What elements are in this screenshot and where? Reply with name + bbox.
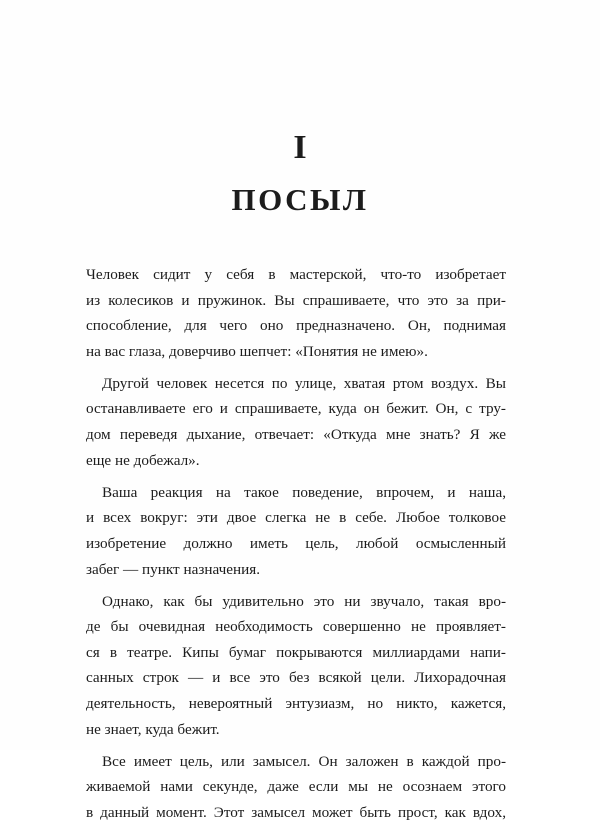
text-line: забег — пункт назначения. bbox=[86, 560, 261, 578]
chapter-number: I bbox=[293, 129, 307, 166]
chapter-body bbox=[86, 262, 506, 832]
text-line: способление, для чего оно предназначено. Он, поднимая bbox=[86, 317, 506, 335]
text-line: и всех вокруг: эти двое слегка не в себе. Любое толковое bbox=[86, 509, 506, 527]
paragraph bbox=[86, 589, 506, 743]
paragraph bbox=[86, 262, 506, 364]
text-line: изобретение должно иметь цель, любой осмысленный bbox=[86, 534, 506, 552]
text-line: на вас глаза, доверчиво шепчет: «Понятия не имею». bbox=[86, 342, 428, 360]
text-line: Ваша реакция на такое поведение, впрочем, и наша, bbox=[102, 483, 506, 501]
text-line: санных строк — и все это без всякой цели. Лихорадочная bbox=[86, 669, 506, 687]
chapter-title: ПОСЫЛ bbox=[231, 182, 369, 217]
text-line: Другой человек несется по улице, хватая ртом воздух. Вы bbox=[102, 374, 506, 392]
text-line: Человек сидит у себя в мастерской, что-то изобретает bbox=[86, 266, 506, 283]
text-line: из колесиков и пружинок. Вы спрашиваете, что это за при- bbox=[86, 291, 506, 309]
text-line: Однако, как бы удивительно это ни звучало, такая вро- bbox=[102, 592, 506, 610]
text-line: ся в театре. Кипы бумаг покрываются миллиардами напи- bbox=[86, 643, 506, 661]
text-line: еще не добежал». bbox=[86, 451, 200, 469]
text-line: Все имеет цель, или замысел. Он заложен в каждой про- bbox=[102, 752, 506, 770]
paragraph bbox=[86, 371, 506, 473]
text-line: не знает, куда бежит. bbox=[86, 720, 220, 738]
text-line: живаемой нами секунде, даже если мы не осознаем этого bbox=[86, 778, 506, 796]
paragraph bbox=[86, 749, 506, 826]
text-line: в данный момент. Этот замысел может быть прост, как вдох, bbox=[86, 803, 506, 821]
text-line: деятельность, невероятный энтузиазм, но никто, кажется, bbox=[86, 695, 506, 712]
text-line: останавливаете его и спрашиваете, куда он бежит. Он, с тру- bbox=[86, 400, 506, 418]
paragraph bbox=[86, 480, 506, 582]
text-line: дом переведя дыхание, отвечает: «Откуда мне знать? Я же bbox=[86, 426, 506, 444]
text-line: де бы очевидная необходимость совершенно не проявляет- bbox=[86, 618, 506, 636]
